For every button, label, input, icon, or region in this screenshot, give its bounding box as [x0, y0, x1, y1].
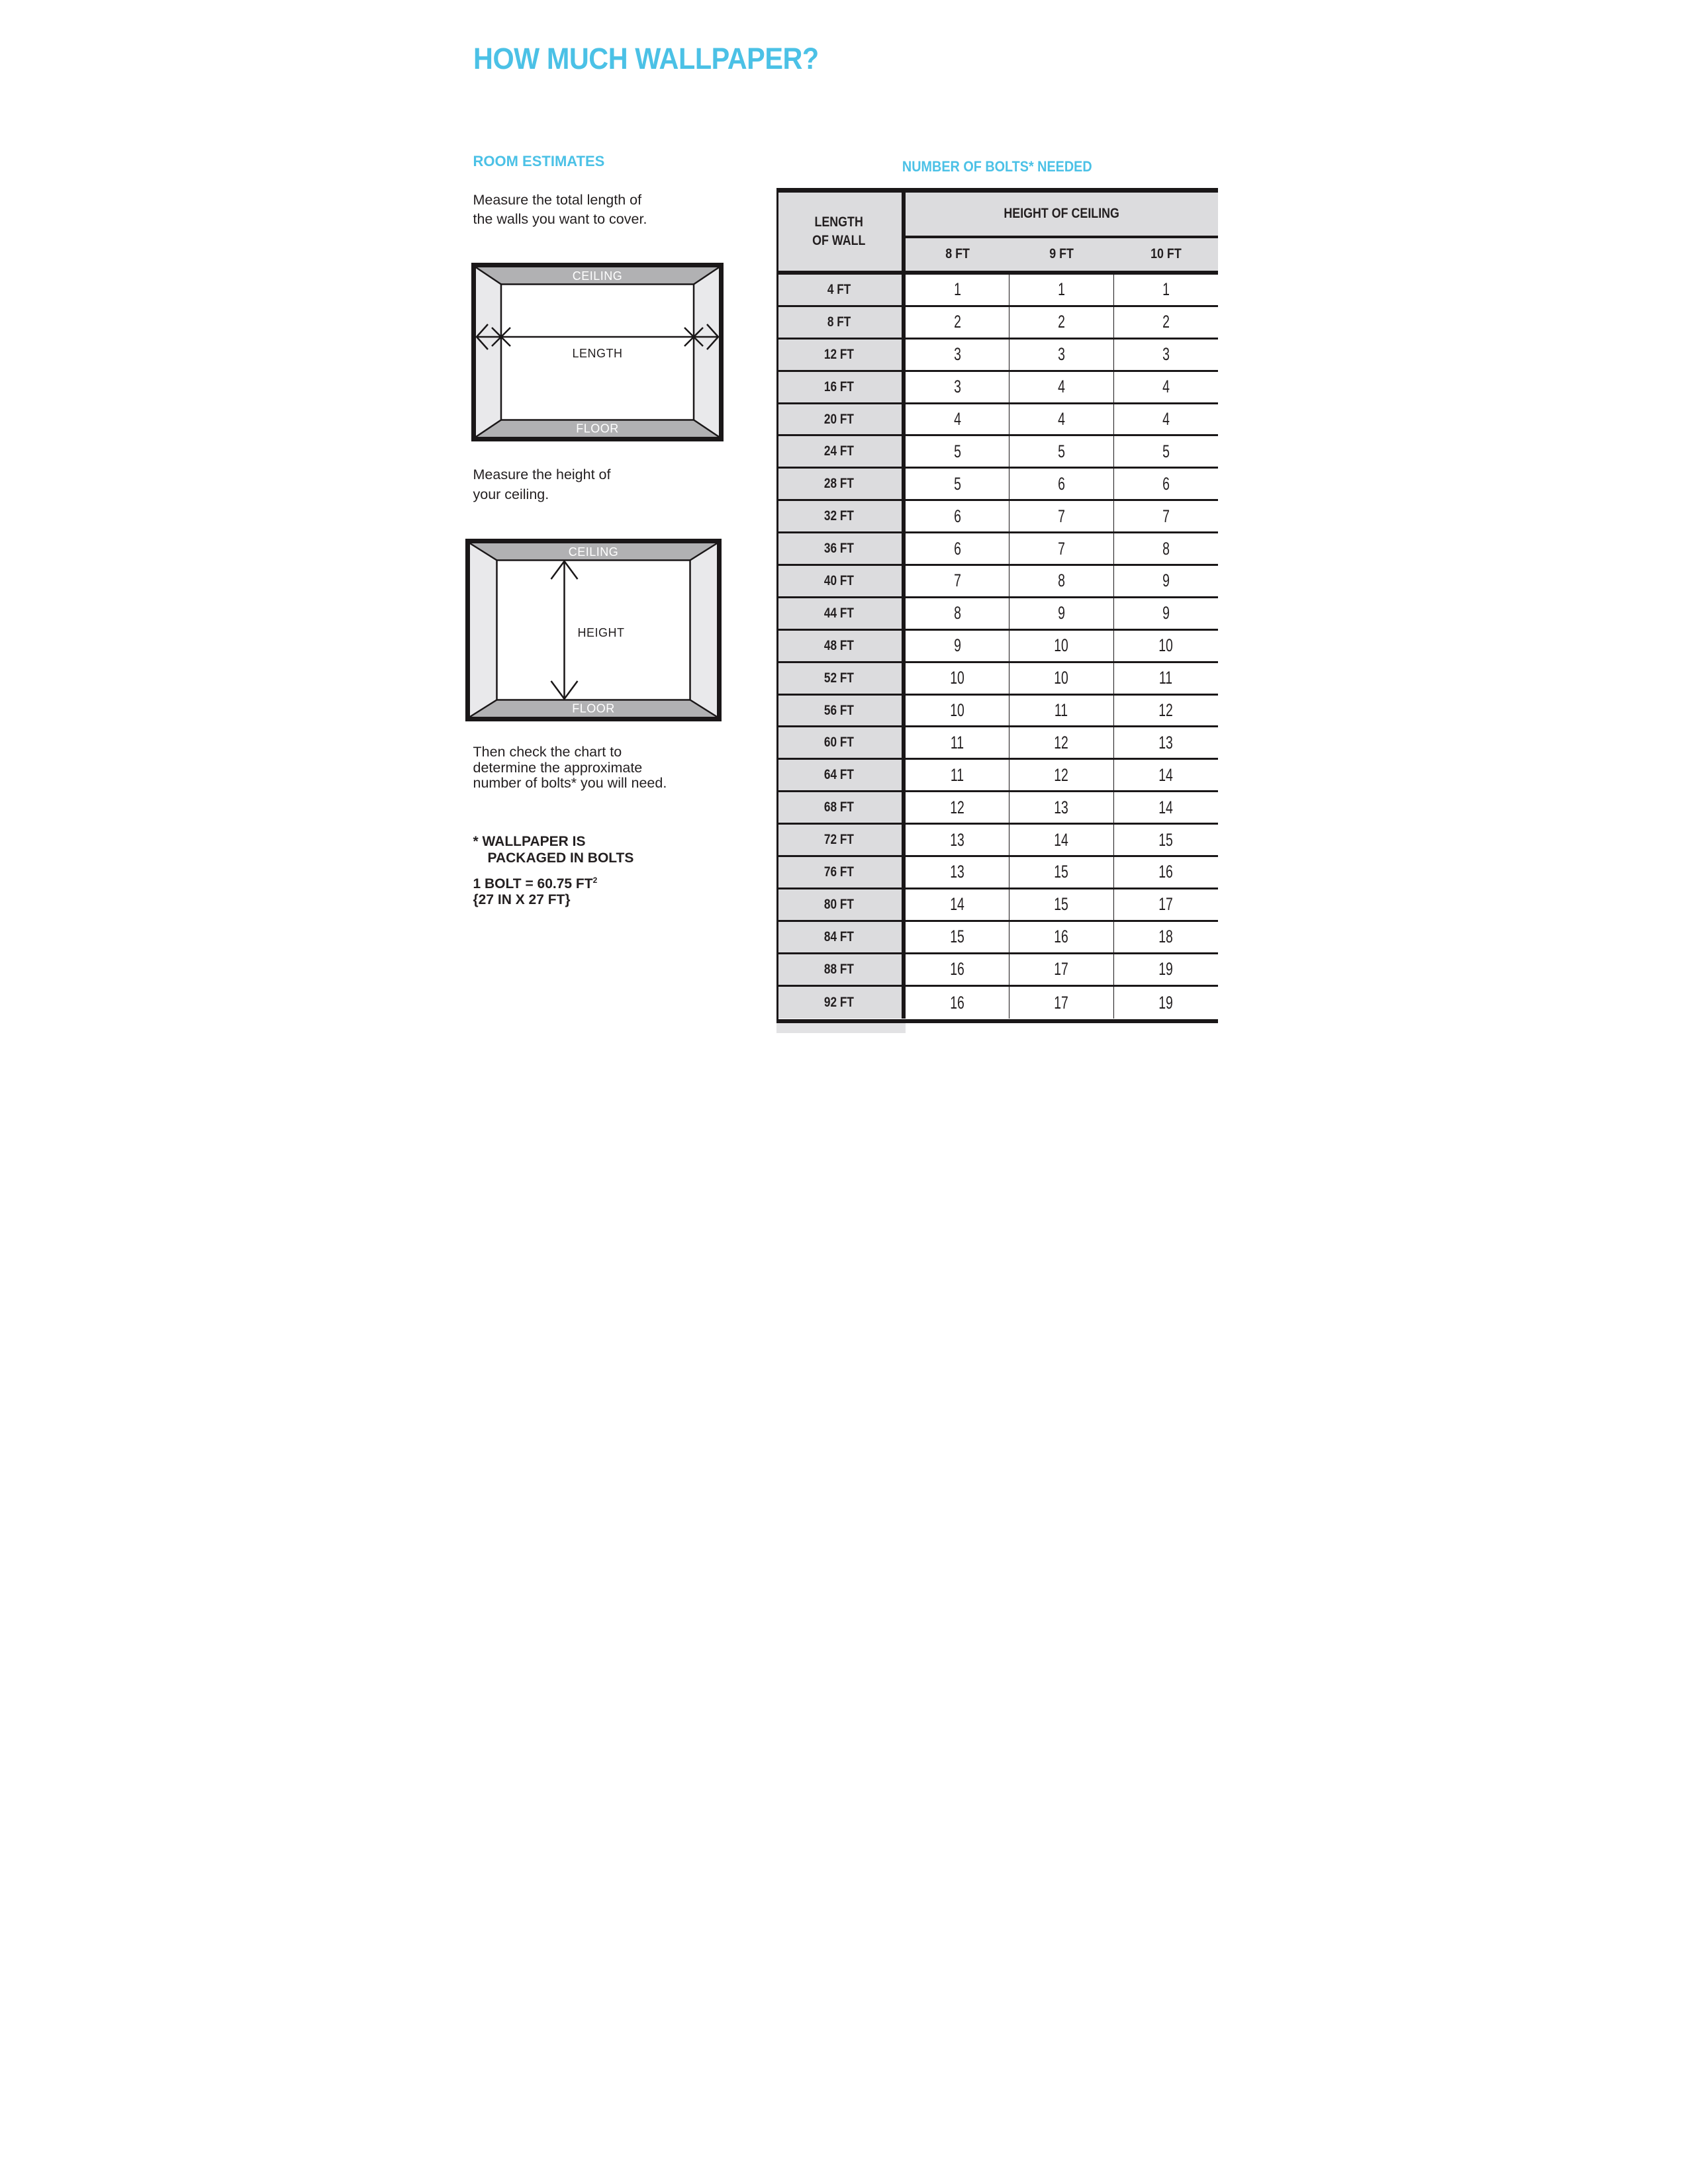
bolt-count-value: 13 — [950, 829, 964, 850]
bolt-count-value: 16 — [950, 992, 964, 1013]
bolt-count-cell — [1009, 404, 1113, 435]
bolts-table — [776, 188, 1218, 1032]
wall-length-label — [776, 663, 906, 694]
bolt-count-value: 3 — [953, 344, 961, 365]
bolt-count-value: 14 — [950, 894, 964, 915]
bolt-count-value: 4 — [1058, 409, 1065, 429]
bolt-count-value: 12 — [950, 797, 964, 817]
bolt-count-value: 1 — [1058, 279, 1065, 300]
table-row — [776, 631, 1218, 663]
bolt-count-cell — [1114, 727, 1218, 758]
left-wall-surface — [470, 543, 497, 717]
bolt-count-cell — [1114, 825, 1218, 855]
bolt-count-value: 7 — [1058, 506, 1065, 526]
wall-length-text: 8 FT — [827, 314, 851, 330]
bolt-count-cell — [906, 825, 1009, 855]
bolt-count-cell — [1114, 340, 1218, 370]
bolt-count-cell — [906, 631, 1009, 661]
bolt-count-value: 1 — [953, 279, 961, 300]
table-row — [776, 533, 1218, 566]
wall-length-text: 20 FT — [823, 411, 854, 427]
bolt-count-cell — [906, 566, 1009, 596]
wall-length-label — [776, 404, 906, 435]
bolt-count-value: 8 — [1058, 570, 1065, 591]
wall-length-text: 4 FT — [827, 281, 851, 297]
wall-length-label — [776, 501, 906, 531]
bolt-count-value: 16 — [1158, 862, 1174, 882]
bolt-count-cell — [1009, 696, 1113, 726]
bolt-count-cell — [906, 987, 1009, 1019]
bolt-count-value: 9 — [1058, 603, 1065, 623]
wall-length-text: 76 FT — [823, 864, 854, 880]
height-of-ceiling-text: HEIGHT OF CEILING — [1004, 206, 1120, 222]
bolt-count-value: 17 — [1158, 894, 1174, 915]
bolt-count-value: 4 — [1162, 377, 1170, 397]
instruction-length — [473, 191, 647, 229]
bolt-count-cell — [1009, 857, 1113, 887]
table-rows — [776, 275, 1218, 1019]
bolt-count-cell — [906, 760, 1009, 790]
room-estimates-heading: ROOM ESTIMATES — [473, 153, 605, 169]
wall-length-label — [776, 857, 906, 887]
bolt-count-cell — [1009, 954, 1113, 985]
table-heading-text: NUMBER OF BOLTS* NEEDED — [902, 158, 1092, 175]
bolt-count-value: 9 — [1162, 570, 1170, 591]
table-header — [776, 193, 1218, 271]
bolt-count-cell — [1009, 987, 1113, 1019]
bolt-size-superscript: 2 — [592, 876, 598, 885]
table-heading — [776, 159, 1218, 174]
bolt-count-value: 10 — [1054, 635, 1069, 656]
instruction-chart-line3: number of bolts* you will need. — [473, 775, 667, 791]
wall-length-text: 56 FT — [823, 702, 854, 718]
wall-length-label — [776, 275, 906, 305]
wall-length-text: 68 FT — [823, 799, 854, 815]
ceiling-height-subheaders — [906, 238, 1218, 271]
bolt-count-cell — [1009, 307, 1113, 338]
wall-length-text: 44 FT — [823, 605, 854, 621]
wall-length-label — [776, 727, 906, 758]
bolt-count-cell — [1114, 404, 1218, 435]
wall-length-text: 24 FT — [823, 443, 854, 459]
bolt-count-cell — [1114, 631, 1218, 661]
table-left-border — [776, 188, 778, 1023]
wall-length-label — [776, 566, 906, 596]
bolt-count-value: 10 — [950, 668, 964, 688]
bolt-count-value: 19 — [1158, 959, 1174, 979]
table-row — [776, 792, 1218, 825]
wall-length-label — [776, 598, 906, 629]
bolt-count-value: 4 — [953, 409, 961, 429]
bolt-count-cell — [906, 340, 1009, 370]
bolt-count-value: 3 — [1162, 344, 1170, 365]
bolt-dimensions-text: {27 IN X 27 FT} — [473, 891, 571, 907]
bolt-count-value: 7 — [1162, 506, 1170, 526]
bolt-count-value: 4 — [1058, 377, 1065, 397]
bolt-count-cell — [1009, 533, 1113, 564]
bolt-count-cell — [906, 275, 1009, 305]
wall-length-label — [776, 533, 906, 564]
table-row — [776, 598, 1218, 631]
bolt-count-value: 12 — [1158, 700, 1174, 721]
bolt-count-cell — [1009, 663, 1113, 694]
bolts-footnote — [473, 834, 634, 866]
wall-length-text: 36 FT — [823, 541, 854, 557]
table-top-border — [776, 188, 1218, 193]
bolt-count-value: 8 — [1162, 538, 1170, 559]
wall-length-text: 60 FT — [823, 735, 854, 751]
floor-label: FLOOR — [571, 702, 615, 715]
room-height-diagram — [465, 539, 722, 721]
floor-label: FLOOR — [575, 422, 619, 435]
bolt-count-cell — [906, 954, 1009, 985]
bolt-count-cell — [1114, 436, 1218, 467]
wall-length-label — [776, 889, 906, 920]
bolt-count-value: 14 — [1158, 764, 1174, 785]
table-row — [776, 696, 1218, 728]
bolt-count-cell — [1114, 889, 1218, 920]
bolt-count-cell — [1009, 922, 1113, 952]
wall-length-label — [776, 340, 906, 370]
bolt-count-cell — [1114, 954, 1218, 985]
table-row — [776, 566, 1218, 598]
bolt-count-cell — [1114, 501, 1218, 531]
bolt-count-cell — [1009, 469, 1113, 499]
table-row — [776, 825, 1218, 857]
bolt-count-value: 12 — [1054, 764, 1069, 785]
bolt-count-value: 17 — [1054, 959, 1069, 979]
wall-length-text: 28 FT — [823, 476, 854, 492]
bolt-count-cell — [1009, 825, 1113, 855]
bolts-footnote-line1: * WALLPAPER IS — [473, 834, 586, 849]
table-row — [776, 857, 1218, 889]
subheader-8ft — [906, 238, 1009, 271]
bolt-count-value: 6 — [953, 506, 961, 526]
height-of-ceiling-header — [906, 193, 1218, 271]
instruction-chart — [473, 745, 667, 792]
bolt-count-value: 13 — [1054, 797, 1069, 817]
bolt-count-cell — [1114, 857, 1218, 887]
bolt-count-value: 13 — [1158, 732, 1174, 752]
wall-length-label — [776, 631, 906, 661]
bolt-count-cell — [1114, 760, 1218, 790]
bolt-count-value: 2 — [953, 312, 961, 332]
wall-length-text: 48 FT — [823, 637, 854, 653]
bolt-count-value: 12 — [1054, 732, 1069, 752]
bolt-count-value: 8 — [953, 603, 961, 623]
wall-length-text: 64 FT — [823, 767, 854, 783]
wall-length-label — [776, 792, 906, 823]
right-wall-surface — [694, 267, 719, 437]
bolt-count-value: 15 — [950, 927, 964, 947]
bolt-count-value: 5 — [953, 473, 961, 494]
bolt-count-cell — [1009, 275, 1113, 305]
bolt-count-cell — [1009, 340, 1113, 370]
bolt-count-value: 15 — [1158, 829, 1174, 850]
ceiling-label: CEILING — [568, 545, 618, 559]
subheader-10ft-text: 10 FT — [1150, 246, 1182, 262]
bolt-count-value: 17 — [1054, 992, 1069, 1013]
bolt-count-cell — [906, 533, 1009, 564]
room-length-diagram — [471, 263, 724, 441]
table-row — [776, 275, 1218, 307]
bolt-count-value: 10 — [1158, 635, 1174, 656]
bolt-count-cell — [1009, 566, 1113, 596]
subheader-9ft-text: 9 FT — [1049, 246, 1074, 262]
bolt-count-cell — [1009, 436, 1113, 467]
bolt-count-cell — [1114, 663, 1218, 694]
table-row — [776, 727, 1218, 760]
bolt-count-cell — [1009, 727, 1113, 758]
wall-length-label — [776, 469, 906, 499]
wall-length-label — [776, 760, 906, 790]
table-row — [776, 987, 1218, 1019]
wall-length-label — [776, 954, 906, 985]
table-row — [776, 372, 1218, 404]
bolt-count-cell — [906, 696, 1009, 726]
bolt-count-cell — [1009, 372, 1113, 402]
bolt-count-value: 5 — [1058, 441, 1065, 461]
instruction-height-line1: Measure the height of — [473, 467, 611, 482]
bolt-definition — [473, 876, 598, 907]
page-title-text: HOW MUCH WALLPAPER? — [473, 42, 819, 75]
height-label: HEIGHT — [577, 626, 625, 639]
table-gray-stub — [776, 1023, 906, 1033]
wall-length-text: 92 FT — [823, 995, 854, 1011]
length-header-line1: LENGTH — [814, 214, 864, 230]
wall-length-text: 32 FT — [823, 508, 854, 524]
bolt-count-value: 7 — [953, 570, 961, 591]
bolt-count-cell — [906, 889, 1009, 920]
table-row — [776, 436, 1218, 469]
bolt-count-value: 7 — [1058, 538, 1065, 559]
subheader-10ft — [1114, 238, 1218, 271]
right-wall-surface — [690, 543, 717, 717]
wall-length-text: 40 FT — [823, 572, 854, 588]
bolt-count-cell — [1114, 922, 1218, 952]
bolt-count-cell — [906, 922, 1009, 952]
bolt-count-value: 15 — [1054, 894, 1069, 915]
bolt-count-value: 1 — [1162, 279, 1170, 300]
bolt-count-cell — [1114, 598, 1218, 629]
table-row — [776, 760, 1218, 792]
wall-length-text: 84 FT — [823, 929, 854, 944]
wall-length-text: 72 FT — [823, 832, 854, 848]
wall-length-label — [776, 922, 906, 952]
bolt-count-value: 14 — [1158, 797, 1174, 817]
bolt-count-value: 14 — [1054, 829, 1069, 850]
bolt-count-cell — [906, 404, 1009, 435]
bolt-count-value: 3 — [1058, 344, 1065, 365]
ceiling-label: CEILING — [572, 269, 622, 283]
bolt-count-cell — [906, 792, 1009, 823]
height-of-ceiling-span — [906, 193, 1218, 238]
bolt-count-cell — [906, 663, 1009, 694]
table-row — [776, 663, 1218, 696]
bolt-count-value: 6 — [953, 538, 961, 559]
bolts-footnote-line2: PACKAGED IN BOLTS — [487, 850, 634, 866]
wall-length-label — [776, 987, 906, 1019]
document-page — [422, 0, 1266, 1092]
table-row — [776, 501, 1218, 533]
table-row — [776, 469, 1218, 501]
wall-length-text: 88 FT — [823, 961, 854, 977]
subheader-8ft-text: 8 FT — [945, 246, 970, 262]
table-row — [776, 340, 1218, 372]
bolt-count-value: 9 — [1162, 603, 1170, 623]
bolt-count-cell — [906, 857, 1009, 887]
bolt-size-text: 1 BOLT = 60.75 FT — [473, 876, 593, 891]
bolt-count-cell — [1009, 598, 1113, 629]
wall-length-text: 52 FT — [823, 670, 854, 686]
instruction-length-line1: Measure the total length of — [473, 192, 642, 208]
left-wall-surface — [476, 267, 501, 437]
bolt-count-cell — [906, 436, 1009, 467]
bolt-count-cell — [1009, 792, 1113, 823]
bolt-count-value: 3 — [953, 377, 961, 397]
bolt-count-cell — [1114, 987, 1218, 1019]
bolt-count-cell — [906, 307, 1009, 338]
bolt-count-cell — [1114, 307, 1218, 338]
table-row — [776, 404, 1218, 437]
bolt-count-cell — [1114, 469, 1218, 499]
bolt-count-value: 10 — [1054, 668, 1069, 688]
bolt-size-line — [473, 876, 598, 892]
page-title — [473, 44, 849, 73]
bolt-count-cell — [1114, 372, 1218, 402]
wall-length-label — [776, 372, 906, 402]
instruction-height — [473, 465, 611, 504]
bolt-count-value: 13 — [950, 862, 964, 882]
table-row — [776, 922, 1218, 954]
bolt-count-value: 15 — [1054, 862, 1069, 882]
bolt-count-cell — [1009, 889, 1113, 920]
bolt-count-cell — [906, 501, 1009, 531]
length-of-wall-header — [776, 193, 906, 271]
bolt-count-cell — [906, 727, 1009, 758]
instruction-height-line2: your ceiling. — [473, 486, 549, 502]
instruction-length-line2: the walls you want to cover. — [473, 211, 647, 227]
table-row — [776, 889, 1218, 922]
bolt-count-value: 11 — [1055, 700, 1068, 721]
wall-length-label — [776, 307, 906, 338]
bolt-count-value: 4 — [1162, 409, 1170, 429]
bolt-count-value: 6 — [1162, 473, 1170, 494]
bolt-count-cell — [1009, 631, 1113, 661]
bolt-count-value: 16 — [950, 959, 964, 979]
length-label: LENGTH — [571, 347, 623, 360]
bolt-count-value: 5 — [1162, 441, 1170, 461]
bolt-count-value: 6 — [1058, 473, 1065, 494]
wall-length-label — [776, 436, 906, 467]
bolt-count-cell — [1114, 275, 1218, 305]
bolt-count-value: 11 — [951, 764, 964, 785]
instruction-chart-line1: Then check the chart to — [473, 744, 622, 760]
wall-length-text: 12 FT — [823, 346, 854, 362]
table-row — [776, 954, 1218, 987]
wall-length-text: 16 FT — [823, 379, 854, 394]
table-row — [776, 307, 1218, 340]
wall-length-label — [776, 696, 906, 726]
bolt-count-value: 9 — [953, 635, 961, 656]
bolt-count-cell — [906, 469, 1009, 499]
instruction-chart-line2: determine the approximate — [473, 759, 643, 776]
bolt-count-value: 10 — [950, 700, 964, 721]
wall-length-label — [776, 825, 906, 855]
bolt-count-cell — [1114, 566, 1218, 596]
bolt-count-cell — [1114, 792, 1218, 823]
length-header-line2: OF WALL — [812, 233, 866, 248]
bolt-count-cell — [1009, 501, 1113, 531]
bolt-count-value: 2 — [1058, 312, 1065, 332]
bolt-count-value: 2 — [1162, 312, 1170, 332]
bolt-count-value: 18 — [1158, 927, 1174, 947]
bolt-count-value: 11 — [951, 732, 964, 752]
bolt-count-value: 11 — [1159, 668, 1173, 688]
bolt-count-cell — [1114, 533, 1218, 564]
bolt-count-cell — [906, 372, 1009, 402]
bolt-count-cell — [906, 598, 1009, 629]
bolt-count-value: 16 — [1054, 927, 1069, 947]
bolt-count-cell — [1009, 760, 1113, 790]
bolt-count-value: 19 — [1158, 992, 1174, 1013]
bolt-count-value: 5 — [953, 441, 961, 461]
wall-length-text: 80 FT — [823, 896, 854, 912]
subheader-9ft — [1009, 238, 1113, 271]
bolt-count-cell — [1114, 696, 1218, 726]
